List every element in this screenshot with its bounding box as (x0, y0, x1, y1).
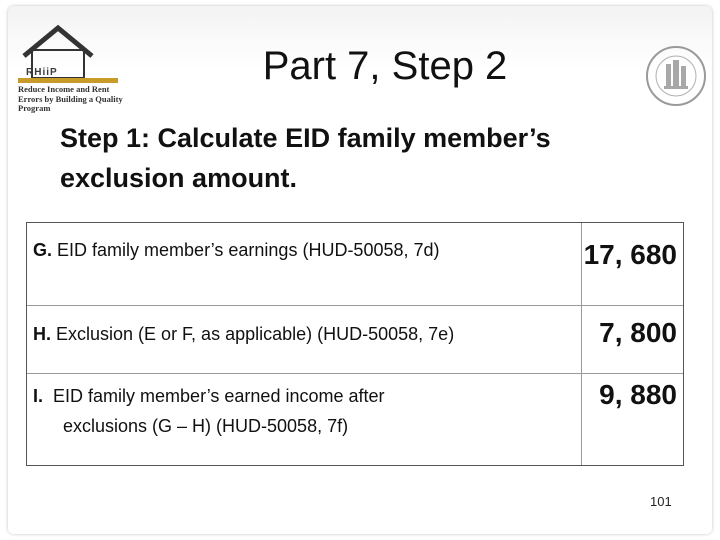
row-text-continued: exclusions (G – H) (HUD-50058, 7f) (63, 416, 349, 436)
hud-seal-icon (644, 44, 708, 108)
rhiip-logo (18, 22, 128, 122)
table-row (27, 305, 683, 373)
row-text: Exclusion (E or F, as applicable) (HUD-50058, 7e) (56, 324, 455, 344)
row-prefix: I. (33, 386, 44, 406)
row-label (27, 223, 581, 305)
page-title: Part 7, Step 2 (262, 44, 508, 88)
logo-name: RHiiP (26, 67, 58, 78)
row-first-line (33, 381, 581, 411)
step-heading-line: Step 1: Calculate EID family member’s (60, 123, 551, 153)
logo-tagline-line: Errors by Building a Quality (18, 93, 123, 104)
logo-accent-bar (18, 78, 118, 83)
row-label (27, 305, 581, 373)
row-value: 9, 880 (599, 379, 677, 410)
logo-tagline (18, 85, 128, 114)
table-row (27, 223, 683, 305)
logo-tagline-line: Reduce Income and Rent (18, 84, 110, 94)
row-text: EID family member’s earned income after (53, 386, 385, 406)
logo-tagline-line: Program (18, 103, 51, 113)
row-value: 7, 800 (599, 317, 677, 348)
row-value: 17, 680 (583, 239, 677, 270)
row-label (27, 373, 581, 465)
page-number: 101 (650, 494, 672, 509)
step-heading-line: exclusion amount. (60, 163, 298, 193)
row-text: EID family member’s earnings (HUD-50058, 7d) (57, 240, 440, 260)
step-heading (60, 118, 680, 198)
row-prefix: H. (33, 324, 51, 344)
table-row (27, 373, 683, 465)
calculation-table (26, 222, 684, 466)
row-prefix: G. (33, 240, 53, 260)
